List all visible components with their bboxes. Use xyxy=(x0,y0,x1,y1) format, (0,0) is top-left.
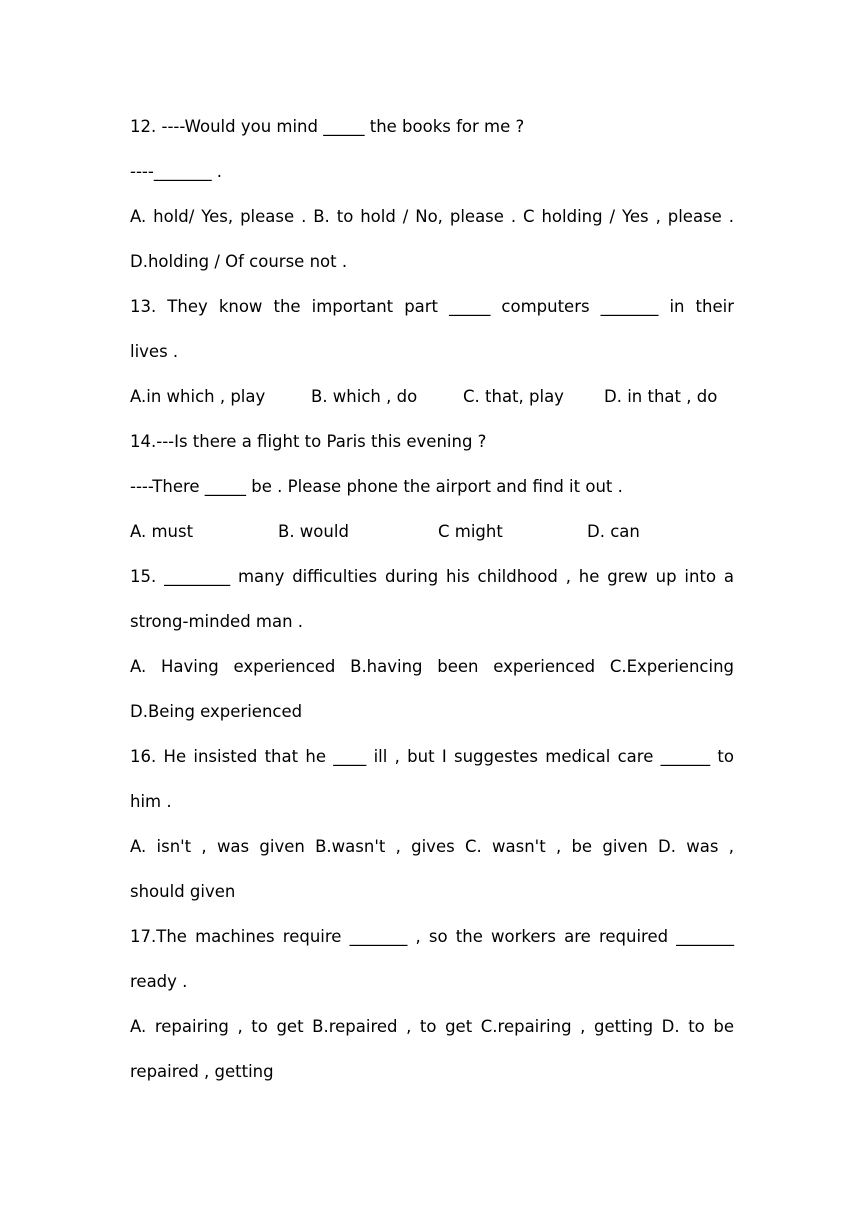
q15-options-line2: D.Being experienced xyxy=(130,702,303,721)
q13-option-b: B. which , do xyxy=(311,387,418,406)
q13-stem-line2: lives . xyxy=(130,342,179,361)
q14-option-b: B. would xyxy=(278,522,349,541)
q17-stem-line2: ready . xyxy=(130,972,188,991)
q13-option-d: D. in that , do xyxy=(604,387,718,406)
question-list xyxy=(130,113,734,1103)
q15-stem-line1: 15. ________ many difficulties during his childhood , he grew up into a xyxy=(130,567,734,586)
q12-options-line2: D.holding / Of course not . xyxy=(130,252,348,271)
q17-options-line1: A. repairing , to get B.repaired , to get C.repairing , getting D. to be xyxy=(130,1017,734,1036)
q16-stem-line2: him . xyxy=(130,792,172,811)
q14-options xyxy=(130,518,734,563)
q14-option-c: C might xyxy=(438,522,503,541)
q12-options-line1: A. hold/ Yes, please . B. to hold / No, please . C holding / Yes , please . xyxy=(130,207,734,226)
q14-option-a: A. must xyxy=(130,522,194,541)
q13-option-c: C. that, play xyxy=(463,387,564,406)
q14-option-d: D. can xyxy=(587,522,640,541)
q13-option-a: A.in which , play xyxy=(130,387,266,406)
q14-stem: 14.---Is there a flight to Paris this evening ? xyxy=(130,432,487,451)
q17-options-line2: repaired , getting xyxy=(130,1062,274,1081)
q12-reply: ----_______ . xyxy=(130,162,223,181)
q16-stem-line1: 16. He insisted that he ____ ill , but I suggestes medical care ______ to xyxy=(130,747,734,766)
q16-options-line1: A. isn't , was given B.wasn't , gives C. wasn't , be given D. was , xyxy=(130,837,734,856)
q16-options-line2: should given xyxy=(130,882,236,901)
q13-options xyxy=(130,383,734,428)
q15-options-line1: A. Having experienced B.having been experienced C.Experiencing xyxy=(130,657,734,676)
q14-reply: ----There _____ be . Please phone the airport and find it out . xyxy=(130,477,623,496)
q15-stem-line2: strong-minded man . xyxy=(130,612,304,631)
q12-stem: 12. ----Would you mind _____ the books for me ? xyxy=(130,117,525,136)
q13-stem-line1: 13. They know the important part _____ computers _______ in their xyxy=(130,297,734,316)
q17-stem-line1: 17.The machines require _______ , so the workers are required _______ xyxy=(130,927,734,946)
